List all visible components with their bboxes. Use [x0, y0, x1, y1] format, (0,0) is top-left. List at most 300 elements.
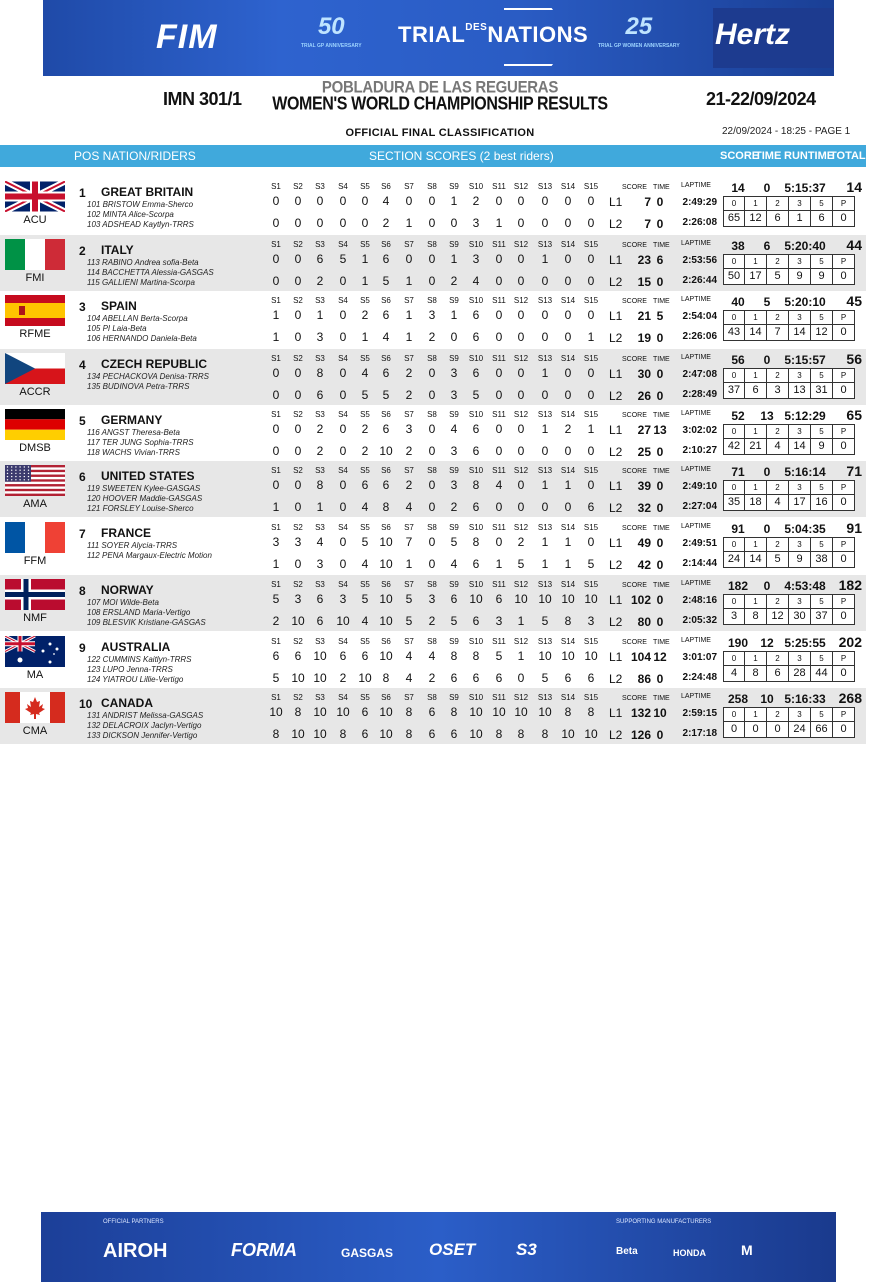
lap2-section-score: 0 [272, 444, 280, 458]
section-header: S15 [583, 580, 599, 589]
grid-header: P [832, 254, 855, 269]
lap2-section-score: 1 [361, 274, 369, 288]
grid-header: 0 [723, 254, 745, 269]
grid-count: 24 [788, 721, 811, 738]
section-header: S11 [492, 637, 506, 646]
score-subheader: SCORE [622, 525, 647, 532]
section-header: S4 [338, 580, 348, 589]
lap2-section-score: 0 [517, 388, 525, 402]
grid-count: 12 [766, 608, 789, 625]
lap1-section-score: 0 [294, 308, 302, 322]
position: 6 [79, 470, 86, 484]
section-header: S6 [381, 637, 391, 646]
lap2-section-score: 1 [405, 330, 413, 344]
section-header: S1 [271, 240, 281, 249]
lap1-label: L1 [609, 650, 623, 664]
lap1-section-score: 0 [495, 252, 503, 266]
section-header: S7 [404, 182, 414, 191]
grid-count: 50 [723, 268, 745, 285]
lap2-section-score: 1 [495, 557, 503, 571]
rider-name: 132 DELACROIX Jaclyn-Vertigo [87, 721, 202, 730]
lap2-score: 42 [637, 558, 651, 572]
total-score: 190 [727, 636, 749, 650]
lap2-section-score: 10 [358, 671, 372, 685]
lap1-time-penalty: 0 [656, 593, 664, 607]
grid-count: 35 [723, 494, 745, 511]
grid-count: 8 [744, 665, 767, 682]
section-header: S9 [449, 580, 459, 589]
section-header: S10 [468, 693, 484, 702]
lap2-laptime: 2:24:48 [682, 672, 717, 683]
section-header: S8 [427, 523, 437, 532]
it-flag-icon [5, 239, 65, 270]
total-score: 71 [731, 465, 745, 479]
section-header: S7 [404, 240, 414, 249]
section-header: S1 [271, 182, 281, 191]
score-subheader: SCORE [622, 184, 647, 191]
lap1-section-score: 0 [294, 422, 302, 436]
lap2-section-score: 10 [313, 727, 327, 741]
total-time-penalty: 0 [763, 522, 771, 536]
grid-header: 2 [766, 707, 789, 722]
lap1-section-score: 10 [379, 705, 393, 719]
lap2-section-score: 3 [495, 614, 503, 628]
team-row [0, 688, 866, 744]
grid-count: 0 [766, 721, 789, 738]
lap2-section-score: 0 [428, 216, 436, 230]
runtime: 5:16:14 [784, 465, 826, 479]
lap2-section-score: 0 [339, 444, 347, 458]
section-header: S7 [404, 637, 414, 646]
lap1-section-score: 2 [472, 194, 480, 208]
position: 4 [79, 358, 86, 372]
lap1-section-score: 10 [514, 592, 528, 606]
lap1-section-score: 0 [541, 194, 549, 208]
position: 7 [79, 527, 86, 541]
score-subheader: SCORE [622, 242, 647, 249]
section-header: S2 [293, 466, 303, 475]
lap2-section-score: 1 [272, 500, 280, 514]
lap1-section-score: 6 [316, 592, 324, 606]
rider-name: 118 WACHS Vivian-TRRS [87, 448, 180, 457]
honda-logo: HONDA [673, 1248, 706, 1258]
section-header: S12 [513, 296, 529, 305]
col-section-scores: SECTION SCORES (2 best riders) [369, 149, 554, 163]
score-subheader: SCORE [622, 298, 647, 305]
section-header: S8 [427, 182, 437, 191]
rider-name: 134 PECHACKOVA Denisa-TRRS [87, 372, 209, 381]
section-header: S11 [492, 296, 506, 305]
section-header: S5 [360, 580, 370, 589]
score-count-grid [723, 708, 855, 738]
lap1-section-score: 0 [361, 194, 369, 208]
rider-name: 119 SWEETEN Kylee-GASGAS [87, 484, 201, 493]
grid-header: 5 [810, 254, 833, 269]
lap2-section-score: 5 [541, 671, 549, 685]
lap1-section-score: 8 [316, 478, 324, 492]
grid-count: 0 [832, 721, 855, 738]
lap1-section-score: 1 [361, 252, 369, 266]
lap2-section-score: 1 [405, 274, 413, 288]
section-header: S5 [360, 693, 370, 702]
lap1-time-penalty: 0 [656, 367, 664, 381]
grid-count: 4 [766, 438, 789, 455]
section-header: S9 [449, 466, 459, 475]
rider-name: 122 CUMMINS Kaitlyn-TRRS [87, 655, 192, 664]
position: 10 [79, 697, 93, 711]
laptime-subheader: LAPTIME [681, 523, 711, 530]
section-header: S5 [360, 466, 370, 475]
section-header: S14 [560, 466, 576, 475]
lap2-section-score: 4 [472, 274, 480, 288]
lap1-section-score: 1 [541, 478, 549, 492]
lap1-section-score: 6 [339, 649, 347, 663]
lap1-section-score: 6 [361, 649, 369, 663]
section-header: S5 [360, 637, 370, 646]
section-header: S6 [381, 354, 391, 363]
grid-header: 2 [766, 480, 789, 495]
lap2-section-score: 6 [450, 727, 458, 741]
section-header: S6 [381, 693, 391, 702]
lap1-section-score: 10 [336, 705, 350, 719]
section-header: S1 [271, 693, 281, 702]
section-header: S13 [537, 523, 553, 532]
grid-header: 5 [810, 651, 833, 666]
section-header: S11 [492, 466, 506, 475]
lap2-laptime: 2:05:32 [682, 615, 717, 626]
grid-header: 3 [788, 368, 811, 383]
lap2-section-score: 6 [564, 671, 572, 685]
rider-name: 114 BACCHETTA Alessia-GASGAS [87, 268, 214, 277]
total-score: 14 [731, 181, 745, 195]
top-banner [43, 0, 834, 76]
section-header: S13 [537, 580, 553, 589]
lap1-section-score: 0 [517, 478, 525, 492]
section-header: S7 [404, 410, 414, 419]
lap1-section-score: 1 [450, 194, 458, 208]
lap1-time-penalty: 0 [656, 479, 664, 493]
lap2-section-score: 2 [405, 388, 413, 402]
grid-header: 3 [788, 196, 811, 211]
lap2-label: L2 [609, 331, 623, 345]
grid-count: 4 [766, 494, 789, 511]
lap2-section-score: 4 [361, 614, 369, 628]
lap2-section-score: 0 [428, 557, 436, 571]
nation-name: CZECH REPUBLIC [101, 357, 208, 371]
lap2-section-score: 0 [541, 388, 549, 402]
section-header: S13 [537, 354, 553, 363]
no-flag-icon [5, 579, 65, 610]
lap1-section-score: 6 [472, 422, 480, 436]
grid-count: 37 [810, 608, 833, 625]
grid-count: 16 [810, 494, 833, 511]
section-header: S10 [468, 240, 484, 249]
lap2-section-score: 0 [339, 216, 347, 230]
grid-header: 3 [788, 707, 811, 722]
section-header: S9 [449, 693, 459, 702]
grid-header: 0 [723, 651, 745, 666]
section-header: S14 [560, 354, 576, 363]
section-header: S12 [513, 240, 529, 249]
section-header: S5 [360, 410, 370, 419]
grid-header: P [832, 368, 855, 383]
total-time-penalty: 0 [763, 353, 771, 367]
total-score: 91 [731, 522, 745, 536]
lap1-score: 49 [637, 536, 651, 550]
grid-count: 0 [832, 382, 855, 399]
section-header: S4 [338, 354, 348, 363]
lap1-section-score: 10 [313, 649, 327, 663]
lap1-section-score: 6 [472, 366, 480, 380]
grid-count: 24 [723, 551, 745, 568]
grid-header: 3 [788, 651, 811, 666]
grid-count: 3 [723, 608, 745, 625]
ca-flag-icon [5, 692, 65, 723]
lap1-label: L1 [609, 309, 623, 323]
lap2-section-score: 0 [564, 274, 572, 288]
lap2-section-score: 10 [379, 727, 393, 741]
lap2-section-score: 1 [495, 216, 503, 230]
section-header: S3 [315, 240, 325, 249]
section-header: S7 [404, 296, 414, 305]
grid-header: 1 [744, 537, 767, 552]
section-header: S9 [449, 410, 459, 419]
montesa-logo: M [741, 1242, 753, 1258]
grid-count: 5 [766, 268, 789, 285]
federation-code: ACU [23, 214, 47, 226]
lap1-section-score: 2 [405, 478, 413, 492]
section-header: S13 [537, 182, 553, 191]
grid-count: 0 [744, 721, 767, 738]
lap1-section-score: 10 [469, 592, 483, 606]
lap2-section-score: 0 [541, 274, 549, 288]
lap2-section-score: 6 [472, 557, 480, 571]
lap1-section-score: 8 [316, 366, 324, 380]
time-subheader: TIME [653, 184, 670, 191]
lap2-section-score: 0 [339, 274, 347, 288]
grid-count: 0 [832, 608, 855, 625]
lap2-label: L2 [609, 728, 623, 742]
rider-name: 133 DICKSON Jennifer-Vertigo [87, 731, 198, 740]
team-row [0, 461, 866, 517]
section-header: S9 [449, 523, 459, 532]
lap2-section-score: 6 [361, 727, 369, 741]
grid-count: 0 [723, 721, 745, 738]
lap2-laptime: 2:10:27 [682, 445, 717, 456]
score-count-grid [723, 481, 855, 511]
gb-flag-icon [5, 181, 65, 212]
section-header: S1 [271, 296, 281, 305]
grid-count: 9 [788, 268, 811, 285]
section-header: S1 [271, 466, 281, 475]
lap1-section-score: 4 [450, 422, 458, 436]
lap1-laptime: 2:48:16 [682, 595, 717, 606]
lap2-section-score: 10 [313, 671, 327, 685]
grid-header: 2 [766, 368, 789, 383]
section-header: S14 [560, 523, 576, 532]
federation-code: DMSB [19, 442, 51, 454]
lap1-section-score: 1 [541, 366, 549, 380]
score-count-grid [723, 369, 855, 399]
lap1-section-score: 8 [472, 478, 480, 492]
lap2-section-score: 2 [428, 330, 436, 344]
time-subheader: TIME [653, 242, 670, 249]
section-header: S6 [381, 410, 391, 419]
lap1-section-score: 1 [405, 308, 413, 322]
score-count-grid [723, 255, 855, 285]
section-header: S5 [360, 523, 370, 532]
grid-count: 65 [723, 210, 745, 227]
lap1-section-score: 10 [313, 705, 327, 719]
col-runtime: RUNTIME [784, 150, 835, 162]
lap2-time-penalty: 0 [656, 615, 664, 629]
es-flag-icon [5, 295, 65, 326]
grid-header: P [832, 651, 855, 666]
section-header: S15 [583, 466, 599, 475]
laptime-subheader: LAPTIME [681, 240, 711, 247]
time-subheader: TIME [653, 356, 670, 363]
lap2-section-score: 0 [294, 500, 302, 514]
position: 1 [79, 186, 86, 200]
section-header: S9 [449, 637, 459, 646]
total-time-penalty: 12 [760, 636, 774, 650]
lap2-section-score: 6 [316, 614, 324, 628]
section-header: S5 [360, 354, 370, 363]
lap2-score: 26 [637, 389, 651, 403]
section-header: S13 [537, 466, 553, 475]
lap2-section-score: 1 [272, 557, 280, 571]
lap2-section-score: 5 [361, 388, 369, 402]
lap2-section-score: 1 [405, 557, 413, 571]
lap2-section-score: 1 [564, 557, 572, 571]
grid-count: 6 [744, 382, 767, 399]
lap2-section-score: 0 [564, 444, 572, 458]
rider-name: 106 HERNANDO Daniela-Beta [87, 334, 197, 343]
total-score: 258 [727, 692, 749, 706]
lap2-section-score: 0 [564, 330, 572, 344]
time-subheader: TIME [653, 412, 670, 419]
lap1-section-score: 4 [316, 535, 324, 549]
section-header: S11 [492, 354, 506, 363]
time-subheader: TIME [653, 468, 670, 475]
lap1-laptime: 2:49:10 [682, 481, 717, 492]
lap1-section-score: 3 [472, 252, 480, 266]
lap1-section-score: 0 [564, 194, 572, 208]
federation-code: FMI [25, 272, 45, 284]
laptime-subheader: LAPTIME [681, 354, 711, 361]
lap2-label: L2 [609, 217, 623, 231]
col-total: TOTAL [830, 150, 866, 162]
section-header: S10 [468, 296, 484, 305]
grid-header: 3 [788, 594, 811, 609]
lap1-section-score: 10 [492, 705, 506, 719]
lap1-laptime: 3:02:02 [682, 425, 717, 436]
lap1-section-score: 8 [472, 649, 480, 663]
lap2-section-score: 10 [584, 727, 598, 741]
section-header: S1 [271, 580, 281, 589]
grid-header: 3 [788, 424, 811, 439]
grid-header: P [832, 196, 855, 211]
grid-header: 1 [744, 196, 767, 211]
tdn-des: DES [465, 22, 488, 33]
team-row [0, 575, 866, 631]
lap1-label: L1 [609, 479, 623, 493]
nation-name: CANADA [101, 696, 153, 710]
lap2-section-score: 5 [272, 671, 280, 685]
lap2-section-score: 2 [450, 274, 458, 288]
lap2-section-score: 1 [361, 330, 369, 344]
grid-count: 9 [810, 438, 833, 455]
grid-header: 0 [723, 310, 745, 325]
lap2-label: L2 [609, 445, 623, 459]
grid-count: 13 [788, 382, 811, 399]
total-time-penalty: 5 [763, 295, 771, 309]
lap1-section-score: 0 [495, 194, 503, 208]
grid-count: 14 [744, 324, 767, 341]
lap2-laptime: 2:28:49 [682, 389, 717, 400]
grid-header: 0 [723, 480, 745, 495]
team-row [0, 291, 866, 347]
grand-total: 56 [846, 351, 862, 367]
lap2-section-score: 1 [587, 330, 595, 344]
section-header: S11 [492, 410, 506, 419]
time-subheader: TIME [653, 298, 670, 305]
section-header: S12 [513, 637, 529, 646]
lap1-score: 23 [637, 253, 651, 267]
lap1-laptime: 2:47:08 [682, 369, 717, 380]
team-row [0, 632, 866, 688]
section-header: S13 [537, 637, 553, 646]
lap2-time-penalty: 0 [656, 389, 664, 403]
section-header: S8 [427, 240, 437, 249]
lap2-section-score: 2 [428, 614, 436, 628]
hertz-logo: Hertz [715, 18, 791, 51]
total-score: 182 [727, 579, 749, 593]
lap1-section-score: 1 [541, 535, 549, 549]
grid-count: 17 [744, 268, 767, 285]
section-header: S1 [271, 354, 281, 363]
lap2-section-score: 1 [541, 557, 549, 571]
lap2-section-score: 6 [472, 500, 480, 514]
lap1-score: 102 [630, 593, 651, 607]
lap2-section-score: 6 [316, 388, 324, 402]
au-flag-icon [5, 636, 65, 667]
lap1-section-score: 1 [316, 308, 324, 322]
time-subheader: TIME [653, 695, 670, 702]
lap1-laptime: 2:53:56 [682, 255, 717, 266]
lap2-section-score: 8 [339, 727, 347, 741]
lap2-section-score: 2 [450, 500, 458, 514]
grid-count: 6 [766, 210, 789, 227]
lap1-section-score: 3 [450, 366, 458, 380]
score-count-grid [723, 311, 855, 341]
lap1-time-penalty: 13 [653, 423, 667, 437]
beta-logo: Beta [616, 1246, 638, 1257]
grid-header: 5 [810, 196, 833, 211]
section-header: S9 [449, 354, 459, 363]
score-count-grid [723, 652, 855, 682]
lap1-section-score: 0 [339, 535, 347, 549]
lap1-time-penalty: 10 [653, 706, 667, 720]
section-header: S1 [271, 410, 281, 419]
score-subheader: SCORE [622, 356, 647, 363]
position: 8 [79, 584, 86, 598]
lap1-section-score: 1 [541, 252, 549, 266]
lap2-section-score: 0 [294, 388, 302, 402]
lap2-section-score: 4 [382, 330, 390, 344]
grid-header: 2 [766, 594, 789, 609]
lap2-section-score: 5 [541, 614, 549, 628]
